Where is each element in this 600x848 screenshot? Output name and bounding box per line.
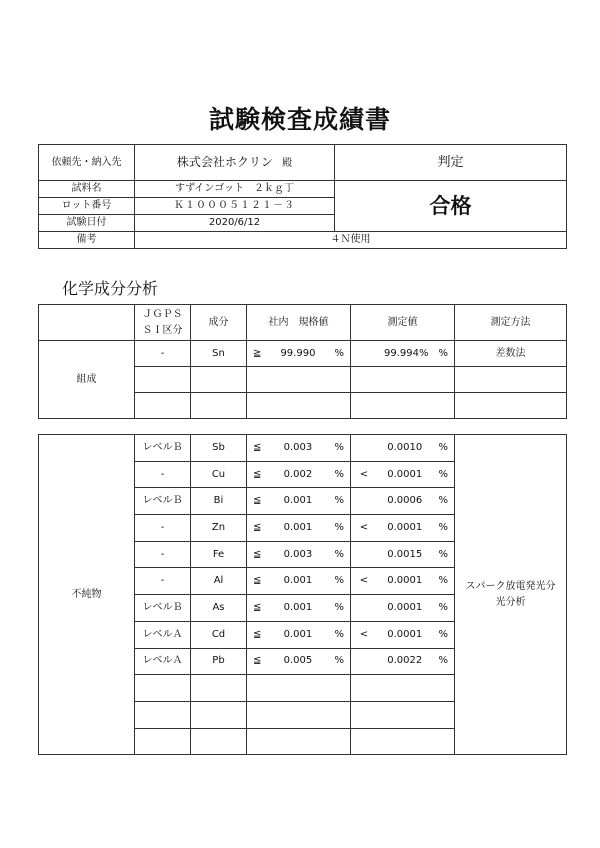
lot-label: ロット番号 <box>39 198 135 215</box>
impurities-method <box>455 435 567 755</box>
impurity-spec-cell <box>247 488 351 515</box>
lot-value: Ｋ１０００５１２１－３ <box>135 198 335 215</box>
impurity-measured-cell <box>351 515 455 542</box>
impurity-measured-unit: % <box>438 441 448 453</box>
date-label: 試験日付 <box>39 215 135 232</box>
jgps-header-line2: ＳＩ区分 <box>142 324 183 336</box>
client-value-cell <box>135 145 335 181</box>
impurity-spec-op: ≦ <box>253 655 262 667</box>
impurity-measured-unit: % <box>438 521 448 533</box>
impurity-measured-cell <box>351 648 455 675</box>
impurity-spec-value: 0.005 <box>283 655 313 667</box>
remarks-label: 備考 <box>39 232 135 249</box>
impurity-lt-sign: < <box>359 468 369 480</box>
impurity-lt-sign: < <box>359 628 369 640</box>
table-row <box>39 435 567 462</box>
composition-jgps: - <box>135 341 191 367</box>
composition-table <box>38 304 567 419</box>
impurity-element: As <box>191 595 247 622</box>
impurity-spec-op: ≦ <box>253 441 262 453</box>
impurity-spec-cell <box>247 435 351 462</box>
section-title: 化学成分分析 <box>62 279 159 298</box>
impurity-jgps: レベルＡ <box>135 648 191 675</box>
client-value: 株式会社ホクリン <box>176 155 273 169</box>
impurity-spec-cell <box>247 621 351 648</box>
impurity-spec-value: 0.001 <box>283 601 313 613</box>
impurity-spec-unit: % <box>334 521 344 533</box>
impurity-spec-cell <box>247 515 351 542</box>
impurity-measured-cell <box>351 488 455 515</box>
impurity-lt-sign: < <box>359 575 369 587</box>
impurity-spec-unit: % <box>334 468 344 480</box>
impurity-measured-value: 0.0022 <box>387 655 423 667</box>
impurity-spec-unit: % <box>334 548 344 560</box>
composition-method: 差数法 <box>455 341 567 367</box>
composition-spec-op: ≧ <box>253 347 262 359</box>
impurities-table <box>38 434 567 755</box>
impurity-element: Zn <box>191 515 247 542</box>
impurity-jgps: レベルＢ <box>135 435 191 462</box>
impurity-spec-value: 0.001 <box>283 521 313 533</box>
impurity-measured-cell <box>351 568 455 595</box>
impurity-spec-unit: % <box>334 655 344 667</box>
impurity-measured-cell <box>351 621 455 648</box>
impurities-label: 不純物 <box>39 435 135 755</box>
impurities-method-line1: スパーク放電発光分 <box>465 580 556 592</box>
client-suffix: 殿 <box>282 158 293 169</box>
impurity-measured-unit: % <box>438 601 448 613</box>
impurity-spec-unit: % <box>334 495 344 507</box>
sample-label: 試料名 <box>39 181 135 198</box>
impurity-spec-op: ≦ <box>253 575 262 587</box>
jgps-header-line1: ＪＧＰＳ <box>142 308 183 320</box>
impurity-jgps: レベルＡ <box>135 621 191 648</box>
impurity-measured-value: 0.0001 <box>387 521 423 533</box>
sample-value: すずインゴット ２ｋｇ丁 <box>135 181 335 198</box>
composition-measured-value: 99.994% <box>383 347 429 359</box>
impurity-spec-op: ≦ <box>253 468 262 480</box>
impurity-spec-value: 0.001 <box>283 628 313 640</box>
impurity-spec-op: ≦ <box>253 628 262 640</box>
composition-measured-unit: % <box>438 347 448 359</box>
impurity-measured-cell <box>351 461 455 488</box>
impurity-measured-value: 0.0010 <box>387 441 423 453</box>
impurity-element: Bi <box>191 488 247 515</box>
impurity-measured-unit: % <box>438 548 448 560</box>
impurity-measured-unit: % <box>438 468 448 480</box>
impurity-spec-value: 0.001 <box>283 575 313 587</box>
impurity-spec-cell <box>247 568 351 595</box>
impurity-spec-op: ≦ <box>253 548 262 560</box>
impurity-jgps: - <box>135 541 191 568</box>
impurity-spec-cell <box>247 595 351 622</box>
impurity-spec-value: 0.003 <box>283 548 313 560</box>
judgment-value: 合格 <box>335 181 567 232</box>
impurity-element: Sb <box>191 435 247 462</box>
impurity-measured-unit: % <box>438 628 448 640</box>
impurity-spec-value: 0.002 <box>283 468 313 480</box>
date-value: 2020/6/12 <box>135 215 335 232</box>
impurity-spec-op: ≦ <box>253 601 262 613</box>
impurity-spec-value: 0.001 <box>283 495 313 507</box>
jgps-header <box>135 305 191 341</box>
remarks-value: ４Ｎ使用 <box>135 232 567 249</box>
impurity-jgps: レベルＢ <box>135 488 191 515</box>
impurity-measured-value: 0.0001 <box>387 468 423 480</box>
impurity-spec-cell <box>247 461 351 488</box>
impurity-measured-cell <box>351 435 455 462</box>
impurity-spec-op: ≦ <box>253 495 262 507</box>
measured-header: 測定値 <box>351 305 455 341</box>
impurity-lt-sign: < <box>359 521 369 533</box>
impurity-measured-value: 0.0006 <box>387 495 423 507</box>
impurity-element: Cu <box>191 461 247 488</box>
impurity-element: Al <box>191 568 247 595</box>
impurity-jgps: - <box>135 515 191 542</box>
impurity-element: Cd <box>191 621 247 648</box>
impurity-measured-unit: % <box>438 575 448 587</box>
impurity-measured-value: 0.0001 <box>387 628 423 640</box>
impurity-spec-unit: % <box>334 628 344 640</box>
composition-spec-value: 99.990 <box>280 347 316 359</box>
impurity-measured-unit: % <box>438 655 448 667</box>
header-table <box>38 144 567 249</box>
composition-element: Sn <box>191 341 247 367</box>
impurity-measured-cell <box>351 541 455 568</box>
impurity-measured-unit: % <box>438 495 448 507</box>
impurity-element: Fe <box>191 541 247 568</box>
impurity-element: Pb <box>191 648 247 675</box>
impurity-spec-cell <box>247 648 351 675</box>
impurity-jgps: レベルＢ <box>135 595 191 622</box>
impurity-spec-value: 0.003 <box>283 441 313 453</box>
composition-measured-cell <box>351 341 455 367</box>
document-title: 試験検査成績書 <box>208 105 391 134</box>
client-label: 依頼先・納入先 <box>39 145 135 181</box>
impurity-spec-unit: % <box>334 601 344 613</box>
impurity-jgps: - <box>135 461 191 488</box>
impurity-measured-cell <box>351 595 455 622</box>
impurity-jgps: - <box>135 568 191 595</box>
composition-label: 組成 <box>39 341 135 419</box>
impurity-measured-value: 0.0015 <box>387 548 423 560</box>
impurity-measured-value: 0.0001 <box>387 575 423 587</box>
impurity-spec-cell <box>247 541 351 568</box>
judgment-label: 判定 <box>335 145 567 181</box>
header-blank <box>39 305 135 341</box>
impurity-spec-op: ≦ <box>253 521 262 533</box>
spec-header: 社内 規格値 <box>247 305 351 341</box>
composition-spec-cell <box>247 341 351 367</box>
impurity-spec-unit: % <box>334 441 344 453</box>
method-header: 測定方法 <box>455 305 567 341</box>
component-header: 成分 <box>191 305 247 341</box>
composition-spec-unit: % <box>334 347 344 359</box>
impurity-measured-value: 0.0001 <box>387 601 423 613</box>
impurity-spec-unit: % <box>334 575 344 587</box>
impurities-method-line2: 光分析 <box>495 596 526 608</box>
